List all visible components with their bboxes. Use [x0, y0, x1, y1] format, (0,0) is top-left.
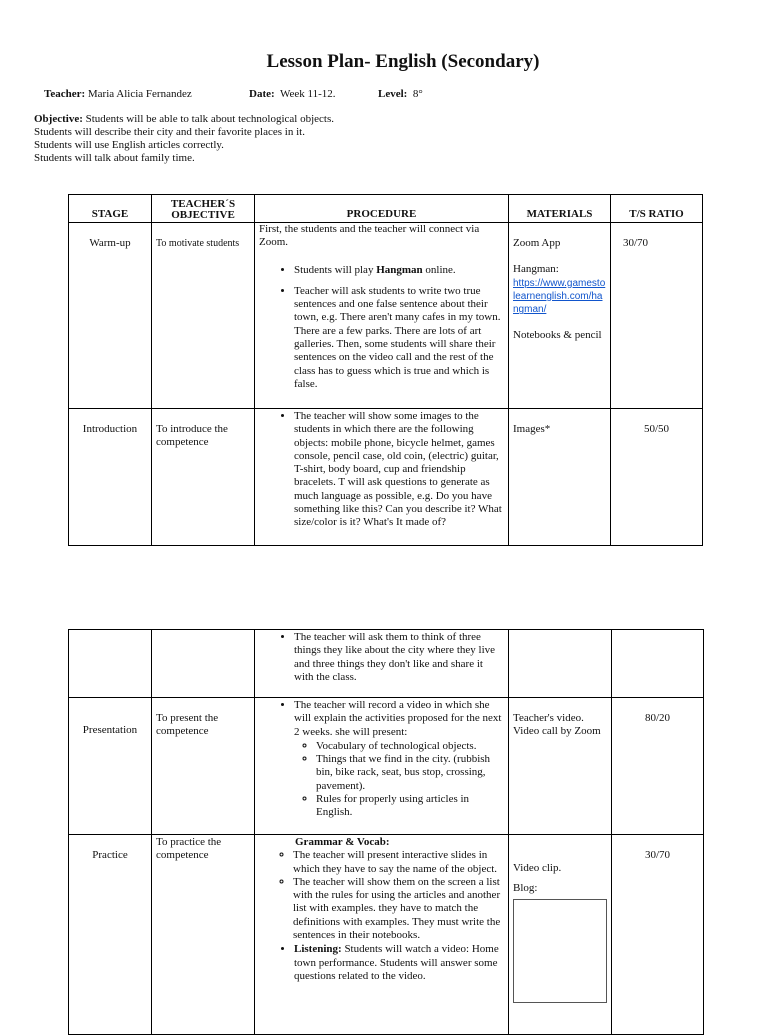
lesson-plan-table-continued: [68, 629, 704, 1035]
blog-thumbnail: [513, 899, 607, 1003]
procedure-cell: [255, 409, 509, 546]
material-item: Video clip.: [513, 862, 562, 874]
objective-cell: To practice the competence: [152, 835, 255, 1035]
procedure-cell: [255, 698, 509, 835]
sub-bullet: ◦ Rules for properly using articles in English.: [316, 793, 504, 820]
materials-cell: Images*: [509, 409, 611, 546]
materials-cell: [509, 630, 612, 698]
level-label: Level:: [378, 88, 408, 100]
stage-cell: [69, 630, 152, 698]
material-item: Notebooks & pencil: [513, 329, 602, 342]
date-label: Date:: [249, 88, 275, 100]
objective-cell: To motivate students: [152, 223, 255, 409]
procedure-bullet: • Listening: Students will watch a video: Home town performance. Students will answer some questions related to the video.: [294, 943, 504, 983]
procedure-cell: [255, 223, 509, 409]
lesson-plan-table: [68, 194, 703, 546]
objective-label: Objective:: [34, 113, 83, 125]
objective-line: Objective: Students will be able to talk about technological objects.: [34, 113, 334, 125]
stage-cell: Introduction: [69, 409, 152, 546]
stage-cell: Presentation: [69, 698, 152, 835]
procedure-cell: [255, 835, 509, 1035]
ratio-cell: 80/20: [612, 698, 704, 835]
objective-line: Students will describe their city and their favorite places in it.: [34, 126, 305, 138]
header-objective: TEACHER´S OBJECTIVE: [152, 195, 255, 223]
sub-bullet: ◦ The teacher will show them on the screen a list with the rules for using the articles and another list with examples. they have to match the definitions with examples. They must write the sentences in their notebooks.: [293, 876, 504, 942]
table-row: [69, 223, 703, 409]
stage-cell: Practice: [69, 835, 152, 1035]
materials-cell: Teacher's video. Video call by Zoom: [509, 698, 612, 835]
objective-line: Students will talk about family time.: [34, 152, 195, 164]
procedure-bullet: • The teacher will ask them to think of three things they like about the city where they live and three things they don't like and share it with the class.: [294, 631, 504, 684]
procedure-bullet: • The teacher will show some images to the students in which there are the following objects: mobile phone, bicycle helmet, games console, pencil case, old coin, (electric) guitar, T-shirt, body board, cup and friendship bracelets. T will ask questions to generate as much language as possible, e.g. Do you have something like this? Can you describe it? What size/color is it? What's It made of?: [294, 410, 504, 530]
date-value: Week 11-12.: [279, 88, 336, 100]
sub-bullet: ◦ The teacher will present interactive slides in which they have to say the name of the object.: [293, 849, 504, 876]
teacher-label: Teacher:: [44, 88, 86, 100]
hangman-link[interactable]: https://www.gamestolearnenglish.com/hangman/: [513, 277, 606, 316]
materials-cell: [509, 835, 612, 1035]
table-row: [69, 698, 704, 835]
teacher-name: Maria Alicia Fernandez: [87, 88, 192, 100]
table-row: [69, 409, 703, 546]
procedure-intro: First, the students and the teacher will connect via Zoom.: [259, 223, 480, 249]
ratio-cell: [612, 630, 704, 698]
level-field: [378, 88, 423, 100]
ratio-cell: 30/70: [612, 835, 704, 1035]
objective-cell: [152, 630, 255, 698]
objective-line: Students will use English articles correctly.: [34, 139, 224, 151]
level-value: 8°: [412, 88, 423, 100]
table-row: [69, 835, 704, 1035]
sub-bullet: ◦ Vocabulary of technological objects.: [316, 740, 504, 753]
page-title: Lesson Plan- English (Secondary): [266, 51, 540, 72]
header-procedure: PROCEDURE: [255, 195, 509, 223]
table-row: [69, 630, 704, 698]
header-stage: STAGE: [69, 195, 152, 223]
date-field: [249, 88, 336, 100]
material-item: Blog:: [513, 882, 538, 895]
material-item: Zoom App: [513, 237, 561, 249]
material-item: Hangman:: [513, 263, 559, 276]
procedure-bullet: • Students will play Hangman online.: [294, 264, 504, 277]
procedure-bullet: • Teacher will ask students to write two true sentences and one false sentence about their town, e.g. There aren't many cafes in my town. There are a few parks. There are lots of art galleries. Then, some students will share their sentences on the video call and the rest of the class has to guess which is true and which is false.: [294, 285, 504, 391]
table-header-row: [69, 195, 703, 223]
objective-cell: To introduce the competence: [152, 409, 255, 546]
header-materials: MATERIALS: [509, 195, 611, 223]
sub-bullet: ◦ Things that we find in the city. (rubbish bin, bike rack, seat, bus stop, crossing, pavement).: [316, 753, 504, 793]
procedure-cell: [255, 630, 509, 698]
header-ratio: T/S RATIO: [611, 195, 703, 223]
objective-cell: To present the competence: [152, 698, 255, 835]
grammar-heading: Grammar & Vocab:: [295, 836, 390, 848]
stage-cell: Warm-up: [69, 223, 152, 409]
ratio-cell: 50/50: [611, 409, 703, 546]
ratio-cell: 30/70: [611, 223, 703, 409]
objectives-block: [34, 113, 334, 165]
procedure-bullet: • The teacher will record a video in which she will explain the activities proposed for the next 2 weeks. she will present: ◦ Vocabulary of technological objects. ◦ Things that we find in the city. (rubbish bin, bike rack, seat, bus stop, crossing, pavement). ◦ Rules for properly using articles in English.: [294, 699, 504, 820]
materials-cell: [509, 223, 611, 409]
teacher-field: [44, 88, 192, 100]
